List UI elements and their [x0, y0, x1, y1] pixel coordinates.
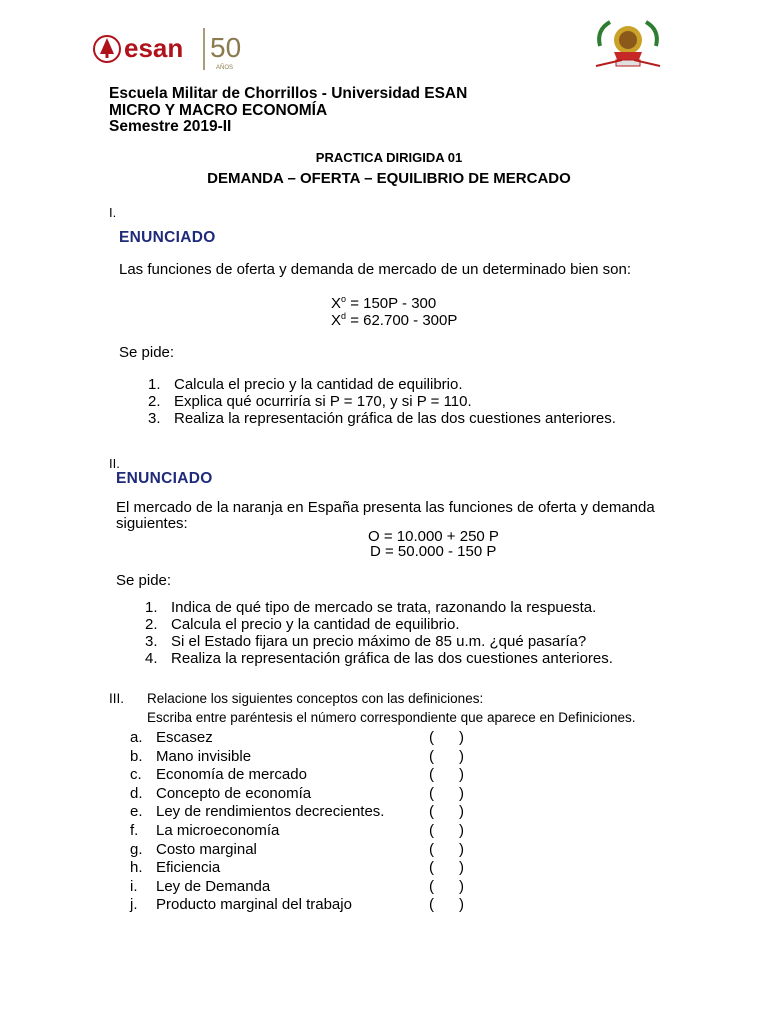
list-item: 2. Calcula el precio y la cantidad de equilibrio.: [145, 616, 460, 633]
list-item: c. Economía de mercado ( ): [130, 766, 464, 784]
course-name: MICRO Y MACRO ECONOMÍA: [109, 102, 328, 119]
semester: Semestre 2019-II: [109, 118, 232, 135]
esan-logo-text: esan: [124, 33, 184, 63]
list-item: h. Eficiencia ( ): [130, 859, 464, 877]
orange-supply-equation: O = 10.000 + 250 P: [368, 528, 499, 545]
supply-equation: $X^o = 150P - 300$: [331, 294, 437, 312]
institution-name: Escuela Militar de Chorrillos - Universidad ESAN: [109, 85, 468, 102]
answer-blank: ( ): [429, 821, 464, 839]
section-1-se-pide: Se pide:: [119, 344, 175, 361]
answer-blank: ( ): [429, 840, 464, 858]
section-2-number: II.: [109, 456, 120, 471]
orange-demand-equation: D = 50.000 - 150 P: [370, 543, 497, 560]
section-2-intro-line2: siguientes:: [116, 515, 188, 532]
section-2-intro-line1: El mercado de la naranja en España presenta las funciones de oferta y demanda: [116, 499, 655, 516]
answer-blank: ( ): [429, 803, 464, 821]
list-item: i. Ley de Demanda ( ): [130, 877, 464, 895]
list-item: 1. Indica de qué tipo de mercado se trata, razonando la respuesta.: [145, 599, 597, 616]
anniversary-anos: AÑOS: [216, 65, 234, 71]
anniversary-number: 50: [210, 32, 242, 63]
answer-blank: ( ): [429, 784, 464, 802]
list-item: 1. Calcula el precio y la cantidad de equilibrio.: [148, 376, 463, 393]
crest-emblem-icon: [592, 16, 664, 72]
topic-title: DEMANDA – OFERTA – EQUILIBRIO DE MERCADO: [207, 170, 571, 187]
section-3-instruction-2: Escriba entre paréntesis el número correspondiente que aparece en Definiciones.: [147, 710, 636, 725]
section-1-heading: ENUNCIADO: [119, 229, 216, 246]
list-item: d. Concepto de economía ( ): [130, 784, 464, 802]
esan-logo: [90, 24, 250, 74]
list-item: f. La microeconomía ( ): [130, 821, 464, 839]
list-item: e. Ley de rendimientos decrecientes. ( ): [130, 803, 464, 821]
section-2-se-pide: Se pide:: [116, 572, 172, 589]
section-1-questions: [148, 376, 616, 427]
list-item: g. Costo marginal ( ): [130, 840, 464, 858]
section-1-number: I.: [109, 205, 117, 220]
section-2-heading: ENUNCIADO: [116, 470, 213, 487]
section-3-instruction-1: Relacione los siguientes conceptos con las definiciones:: [147, 691, 484, 706]
answer-blank: ( ): [429, 747, 464, 765]
list-item: 3. Realiza la representación gráfica de las dos cuestiones anteriores.: [148, 410, 616, 427]
list-item: 3. Si el Estado fijara un precio máximo de 85 u.m. ¿qué pasaría?: [145, 633, 587, 650]
answer-blank: ( ): [429, 877, 464, 895]
list-item: a. Escasez ( ): [130, 729, 464, 746]
list-item: j. Producto marginal del trabajo ( ): [130, 896, 464, 914]
list-item: 2. Explica qué ocurriría si P = 170, y si P = 110.: [148, 393, 472, 410]
answer-blank: ( ): [429, 859, 464, 877]
section-3-number: III.: [109, 691, 125, 706]
answer-blank: ( ): [429, 729, 464, 746]
answer-blank: ( ): [429, 766, 464, 784]
answer-blank: ( ): [429, 896, 464, 914]
practice-title: PRACTICA DIRIGIDA 01: [315, 150, 463, 165]
list-item: 4. Realiza la representación gráfica de las dos cuestiones anteriores.: [145, 650, 613, 667]
section-2-questions: [145, 599, 613, 667]
list-item: b. Mano invisible ( ): [130, 747, 464, 765]
concepts-list: [130, 729, 464, 915]
demand-equation: $X^d = 62.700 - 300P$: [331, 311, 458, 329]
section-1-intro: Las funciones de oferta y demanda de mercado de un determinado bien son:: [119, 261, 632, 278]
